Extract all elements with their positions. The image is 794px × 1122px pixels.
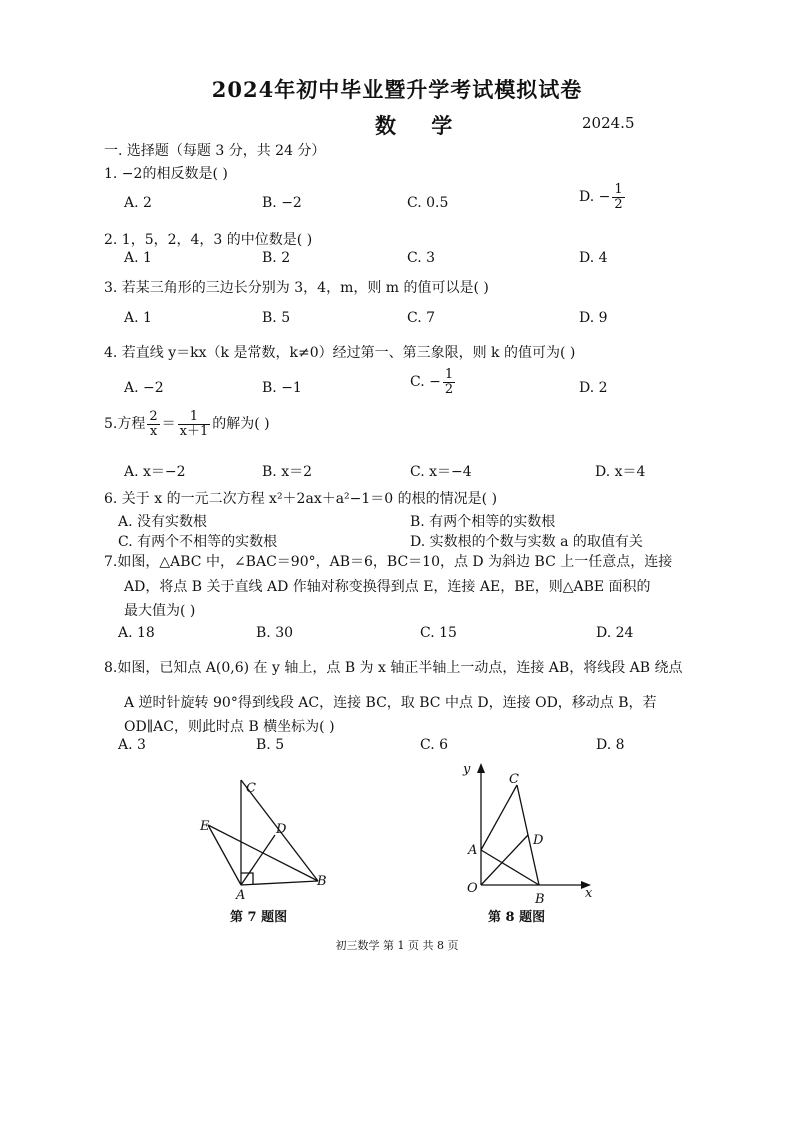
fig7-label-b: B — [317, 874, 327, 889]
fig7-label-e: E — [200, 819, 210, 834]
q4-option-c-fraction: $\frac{1}{2}$ — [444, 367, 454, 397]
q8-option-d: D. 8 — [596, 737, 625, 753]
subject-title: 数 学 — [375, 113, 467, 138]
q8-stem-line2: A 逆时针旋转 90°得到线段 AC，连接 BC，取 BC 中点 D，连接 OD，移动点 B，若 — [124, 695, 657, 711]
fig7-label-a: A — [236, 888, 246, 900]
q5-stem — [104, 410, 270, 438]
q2-stem: 2. 1，5，2，4，3 的中位数是( ) — [104, 232, 313, 248]
fig8-label-c: C — [509, 772, 519, 787]
q6-option-d: D. 实数根的个数与实数 a 的取值有关 — [410, 534, 643, 550]
q7-option-c: C. 15 — [420, 625, 457, 641]
q8-option-c: C. 6 — [420, 737, 449, 753]
fig7-label-c: C — [246, 781, 256, 796]
section-heading: 一. 选择题（每题 3 分，共 24 分） — [104, 143, 326, 159]
q8-stem-line3: OD∥AC，则此时点 B 横坐标为( ) — [124, 719, 335, 735]
q3-stem: 3. 若某三角形的三边长分别为 3，4，m，则 m 的值可以是( ) — [104, 280, 489, 296]
q3-option-c: C. 7 — [407, 310, 436, 326]
q5-fraction-right: $\frac{1}{x+1}$ — [179, 409, 209, 439]
q8-stem-line1: 8.如图，已知点 A(0,6) 在 y 轴上，点 B 为 x 轴正半轴上一动点，连接 AB，将线段 AB 绕点 — [104, 660, 683, 676]
fig8-label-o: O — [467, 881, 478, 896]
q8-option-a: A. 3 — [118, 737, 146, 753]
fig8-line-od — [481, 835, 528, 885]
q2-option-c: C. 3 — [407, 250, 436, 266]
q4-option-c-label: C. − — [410, 374, 441, 391]
fig8-label-a: A — [468, 843, 478, 858]
q7-stem-line2: AD，将点 B 关于直线 AD 作轴对称变换得到点 E，连接 AE，BE，则△ABE 面积的 — [124, 579, 651, 595]
q5-option-a: A. x＝−2 — [124, 464, 186, 480]
q4-stem: 4. 若直线 y＝kx（k 是常数，k≠0）经过第一、第三象限，则 k 的值可为( ) — [104, 345, 576, 361]
q3-option-a: A. 1 — [124, 310, 152, 326]
q5-equals: ＝ — [161, 416, 176, 433]
q6-option-b: B. 有两个相等的实数根 — [410, 514, 556, 530]
q1-option-b: B. −2 — [262, 195, 302, 211]
fig7-line-eb — [208, 825, 318, 881]
page-footer: 初三数学 第 1 页 共 8 页 — [335, 939, 459, 952]
q7-option-d: D. 24 — [596, 625, 634, 641]
q6-stem: 6. 关于 x 的一元二次方程 x²＋2ax＋a²−1＝0 的根的情况是( ) — [104, 491, 498, 507]
q6-option-c: C. 有两个不相等的实数根 — [118, 534, 278, 550]
fig8-label-d: D — [533, 833, 544, 848]
q7-stem-line1: 7.如图，△ABC 中，∠BAC＝90°，AB＝6，BC＝10，点 D 为斜边 BC 上一任意点，连接 — [104, 554, 673, 570]
q6-option-a: A. 没有实数根 — [118, 514, 208, 530]
q5-stem-post: 的解为( ) — [212, 416, 270, 433]
fig7-label-d: D — [276, 822, 287, 837]
fig7-line-ad — [241, 835, 275, 885]
q5-option-b: B. x＝2 — [262, 464, 312, 480]
figure-7-caption: 第 7 题图 — [230, 910, 288, 925]
exam-date: 2024.5 — [582, 114, 635, 132]
q2-option-a: A. 1 — [124, 250, 152, 266]
q4-option-b: B. −1 — [262, 380, 302, 396]
q1-stem: 1. −2的相反数是( ) — [104, 166, 228, 182]
q7-stem-line3: 最大值为( ) — [124, 603, 196, 619]
q4-option-d: D. 2 — [579, 380, 608, 396]
q4-option-a: A. −2 — [124, 380, 164, 396]
fig8-label-x: x — [585, 886, 593, 901]
q1-option-c: C. 0.5 — [407, 195, 449, 211]
figure-7-diagram — [190, 770, 350, 900]
q3-option-d: D. 9 — [579, 310, 608, 326]
q1-option-d-fraction: $\frac{1}{2}$ — [614, 182, 623, 212]
q1-option-a: A. 2 — [124, 195, 152, 211]
q5-option-c: C. x＝−4 — [410, 464, 472, 480]
fig8-label-b: B — [535, 892, 545, 905]
q4-option-c — [410, 368, 457, 396]
q5-fraction-left: $\frac{2}{x}$ — [149, 409, 158, 439]
q1-option-d — [579, 183, 627, 211]
q2-option-b: B. 2 — [262, 250, 291, 266]
q3-option-b: B. 5 — [262, 310, 291, 326]
q8-option-b: B. 5 — [256, 737, 285, 753]
figure-8-diagram — [455, 755, 605, 905]
q5-option-d: D. x＝4 — [595, 464, 646, 480]
q7-option-a: A. 18 — [118, 625, 155, 641]
q1-option-d-label: D. − — [579, 189, 611, 206]
fig8-label-y: y — [463, 762, 471, 777]
fig8-y-arrow — [477, 763, 485, 773]
fig8-line-ac — [481, 785, 517, 850]
q5-stem-pre: 5.方程 — [104, 416, 146, 433]
q7-option-b: B. 30 — [256, 625, 294, 641]
fig8-line-ab — [481, 850, 539, 885]
exam-title: 2024年初中毕业暨升学考试模拟试卷 — [211, 77, 583, 102]
q2-option-d: D. 4 — [579, 250, 608, 266]
figure-8-caption: 第 8 题图 — [488, 910, 546, 925]
